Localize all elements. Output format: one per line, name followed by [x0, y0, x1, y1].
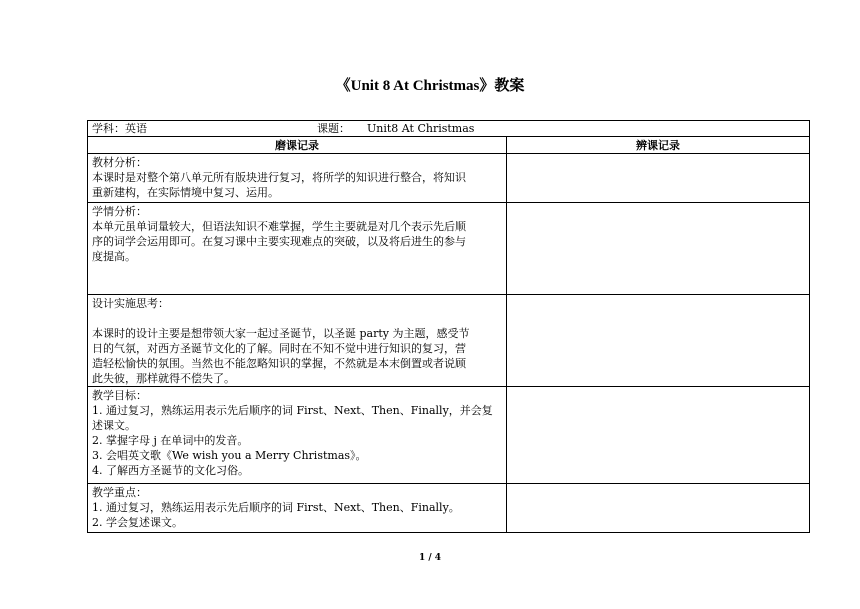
key-points-title: 教学重点： [92, 486, 147, 499]
page-number: 1 / 4 [418, 553, 442, 563]
design-thinking-cell [88, 295, 507, 387]
topic-value: Unit8 At Christmas [367, 122, 475, 135]
subject-cell [88, 121, 810, 137]
col-header-polishing-record: 磨课记录 [88, 137, 507, 154]
learner-analysis-line: 序的词学会运用即可。在复习课中主要实现难点的突破，以及将后进生的参与 [92, 235, 466, 248]
learner-analysis-cell [88, 203, 507, 295]
row-material-analysis [88, 154, 810, 203]
design-thinking-line: 日的气氛，对西方圣诞节文化的了解。同时在不知不觉中进行知识的复习，营 [92, 342, 466, 355]
design-thinking-line: 此失彼，那样就得不偿失了。 [92, 372, 235, 385]
teaching-goals-line: 3. 会唱英文歌《We wish you a Merry Christmas》。 [92, 449, 367, 462]
design-thinking-title: 设计实施思考： [92, 297, 169, 310]
subject-label: 学科：英语 [92, 122, 147, 135]
material-analysis-review-cell [507, 154, 810, 203]
teaching-goals-line: 述课文。 [92, 419, 136, 432]
material-analysis-line: 重新建构，在实际情境中复习、运用。 [92, 186, 279, 199]
material-analysis-line: 本课时是对整个第八单元所有版块进行复习，将所学的知识进行整合，将知识 [92, 171, 466, 184]
blank-line [92, 311, 502, 326]
subject-row [88, 121, 810, 137]
material-analysis-cell [88, 154, 507, 203]
design-thinking-line: 本课时的设计主要是想带领大家一起过圣诞节，以圣诞 party 为主题，感受节 [92, 327, 470, 340]
learner-analysis-title: 学情分析： [92, 205, 147, 218]
row-key-points [88, 484, 810, 533]
key-points-line: 1. 通过复习，熟练运用表示先后顺序的词 First、Next、Then、Finally。 [92, 501, 460, 514]
key-points-review-cell [507, 484, 810, 533]
teaching-goals-title: 教学目标： [92, 389, 147, 402]
design-thinking-review-cell [507, 295, 810, 387]
row-learner-analysis [88, 203, 810, 295]
teaching-goals-review-cell [507, 387, 810, 484]
learner-analysis-line: 本单元虽单词量较大，但语法知识不难掌握，学生主要就是对几个表示先后顺 [92, 220, 466, 233]
topic-label: 课题： [317, 122, 350, 135]
col-header-review-record: 辨课记录 [507, 137, 810, 154]
document-title: 《Unit 8 At Christmas》教案 [335, 78, 525, 94]
row-design-thinking [88, 295, 810, 387]
teaching-goals-line: 4. 了解西方圣诞节的文化习俗。 [92, 464, 249, 477]
design-thinking-line: 造轻松愉快的氛围。当然也不能忽略知识的掌握，不然就是本末倒置或者说顾 [92, 357, 466, 370]
teaching-goals-cell [88, 387, 507, 484]
column-header-row [88, 137, 810, 154]
row-teaching-goals [88, 387, 810, 484]
key-points-line: 2. 学会复述课文。 [92, 516, 183, 529]
material-analysis-title: 教材分析： [92, 156, 147, 169]
learner-analysis-review-cell [507, 203, 810, 295]
teaching-goals-line: 2. 掌握字母 j 在单词中的发音。 [92, 434, 249, 447]
teaching-goals-line: 1. 通过复习，熟练运用表示先后顺序的词 First、Next、Then、Finally，并会复 [92, 404, 493, 417]
key-points-cell [88, 484, 507, 533]
lesson-plan-table [87, 120, 810, 533]
learner-analysis-line: 度提高。 [92, 250, 136, 263]
